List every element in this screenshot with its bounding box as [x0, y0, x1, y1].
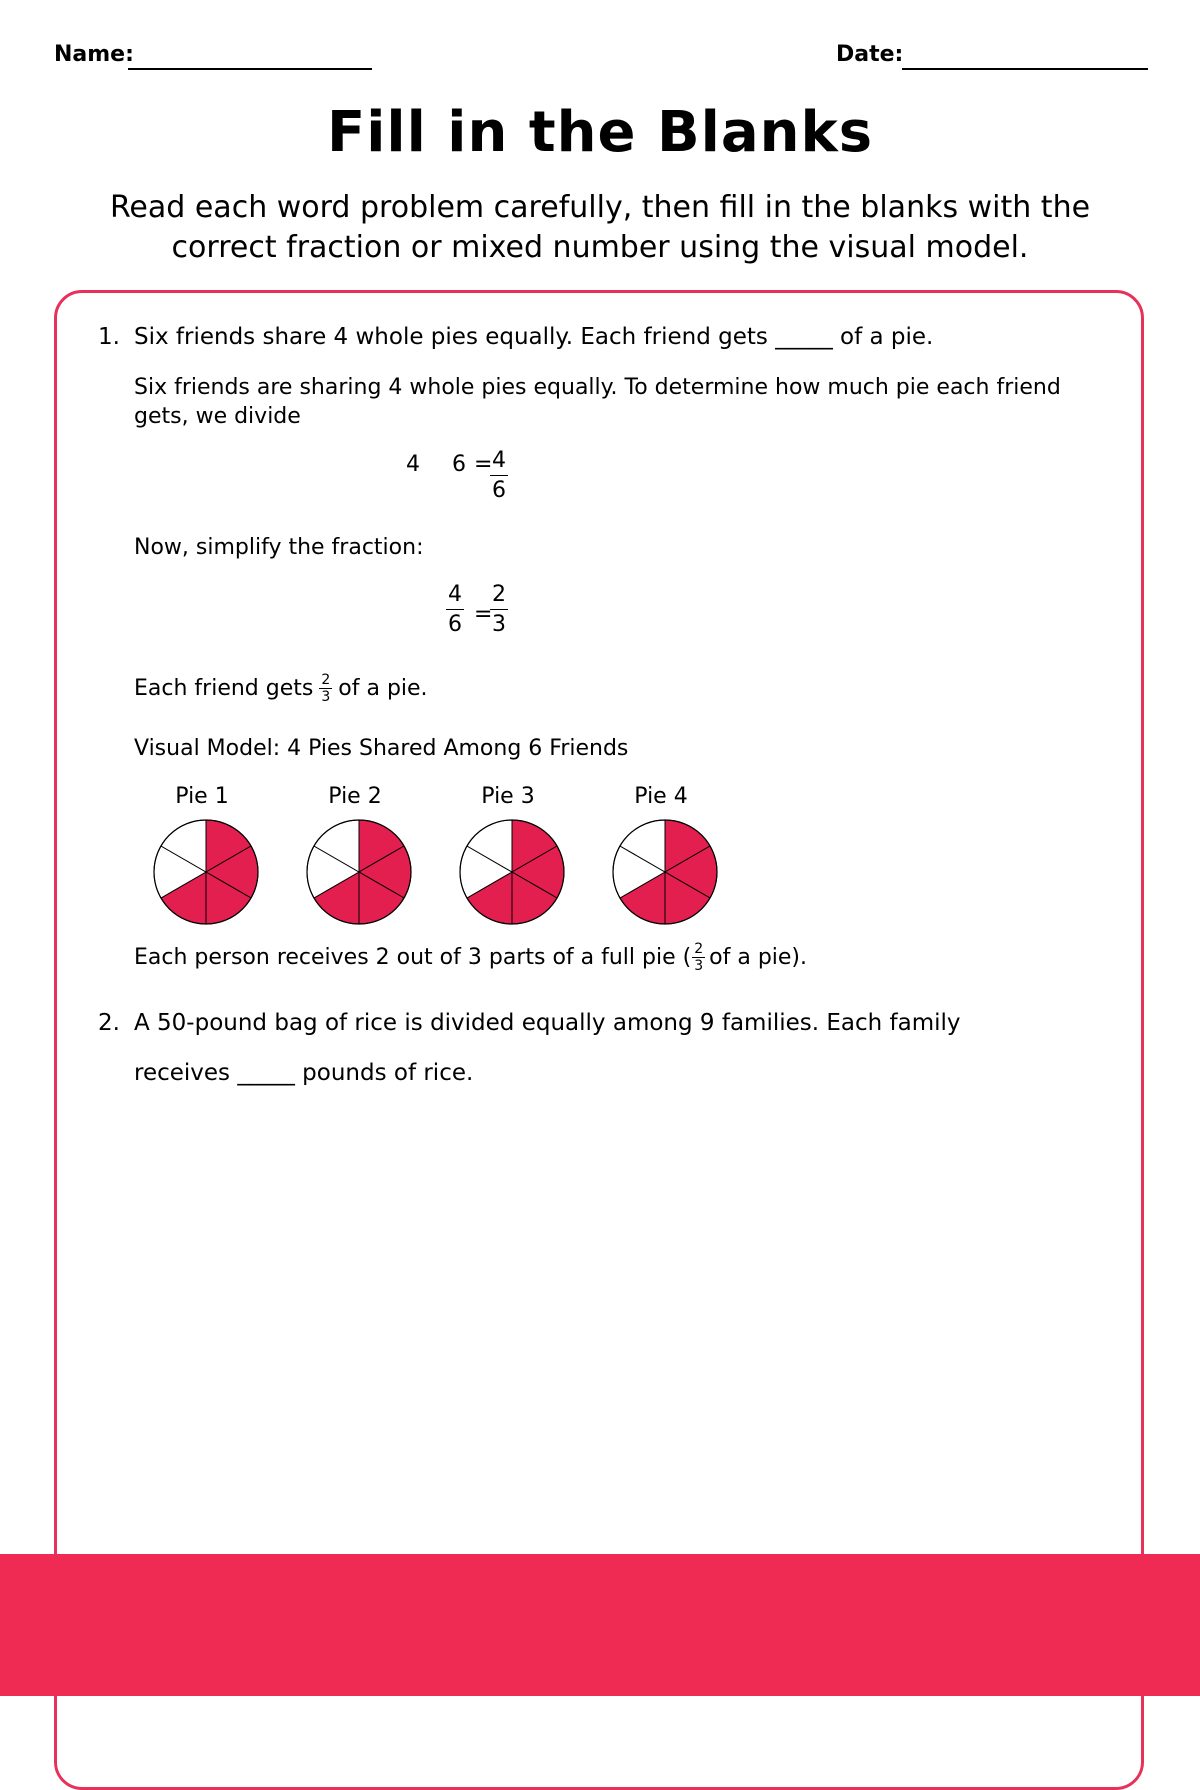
- pie-2: [307, 820, 411, 924]
- name-blank[interactable]: [128, 68, 372, 70]
- name-label: Name:: [54, 42, 134, 67]
- pie-1-label: Pie 1: [175, 784, 229, 809]
- page-title: Fill in the Blanks: [326, 100, 874, 165]
- problem-2-question-line2: receives _____ pounds of rice.: [134, 1060, 474, 1086]
- simplify-right-fraction: [490, 584, 508, 636]
- answer-prefix: Each friend gets: [134, 675, 314, 701]
- date-label: Date:: [836, 42, 904, 67]
- date-blank[interactable]: [902, 68, 1148, 70]
- problem-1-answer: [134, 668, 428, 708]
- division-divisor: 6: [452, 452, 466, 477]
- pie-4-label: Pie 4: [634, 784, 688, 809]
- simplify-left-denominator: 6: [448, 612, 462, 637]
- division-numerator: 4: [490, 450, 508, 476]
- answer-numerator: 2: [321, 671, 331, 688]
- division-denominator: 6: [492, 478, 506, 503]
- conclusion-fraction: [692, 942, 705, 973]
- problem-2-number: 2.: [98, 1010, 120, 1036]
- simplify-left-fraction: [446, 584, 464, 636]
- conclusion-denominator: 3: [694, 957, 704, 974]
- simplify-right-numerator: 2: [490, 584, 508, 610]
- pie-4: [613, 820, 717, 924]
- problem-1-conclusion: [134, 937, 807, 977]
- problem-2-question-line1: A 50-pound bag of rice is divided equally among 9 families. Each family: [134, 1010, 961, 1036]
- visual-model-title: Visual Model: 4 Pies Shared Among 6 Friends: [134, 736, 629, 761]
- problem-1-explanation: Six friends are sharing 4 whole pies equally. To determine how much pie each friend gets, we divide: [134, 375, 1061, 429]
- answer-fraction: [319, 673, 332, 704]
- conclusion-suffix: of a pie).: [709, 944, 808, 970]
- problem-1-number: 1.: [98, 324, 120, 350]
- header-row: [54, 38, 1148, 78]
- pie-2-label: Pie 2: [328, 784, 382, 809]
- pie-3-label: Pie 3: [481, 784, 535, 809]
- answer-denominator: 3: [321, 688, 331, 705]
- simplify-left-numerator: 4: [446, 584, 464, 610]
- conclusion-numerator: 2: [694, 940, 704, 957]
- division-fraction: [490, 450, 508, 502]
- conclusion-prefix: Each person receives 2 out of 3 parts of a full pie (: [134, 944, 692, 970]
- pie-3: [460, 820, 564, 924]
- division-dividend: 4: [406, 452, 420, 477]
- answer-suffix: of a pie.: [338, 675, 428, 701]
- problem-1-question: Six friends share 4 whole pies equally. Each friend gets _____ of a pie.: [134, 324, 934, 350]
- simplify-right-denominator: 3: [492, 612, 506, 637]
- instructions: Read each word problem carefully, then fill in the blanks with the correct fraction or mixed number using the visual model.: [109, 190, 1091, 265]
- pie-1: [154, 820, 258, 924]
- footer-bar: [0, 1554, 1200, 1696]
- simplify-label: Now, simplify the fraction:: [134, 535, 424, 560]
- division-equals: =: [474, 452, 493, 477]
- simplify-equals: =: [474, 602, 493, 627]
